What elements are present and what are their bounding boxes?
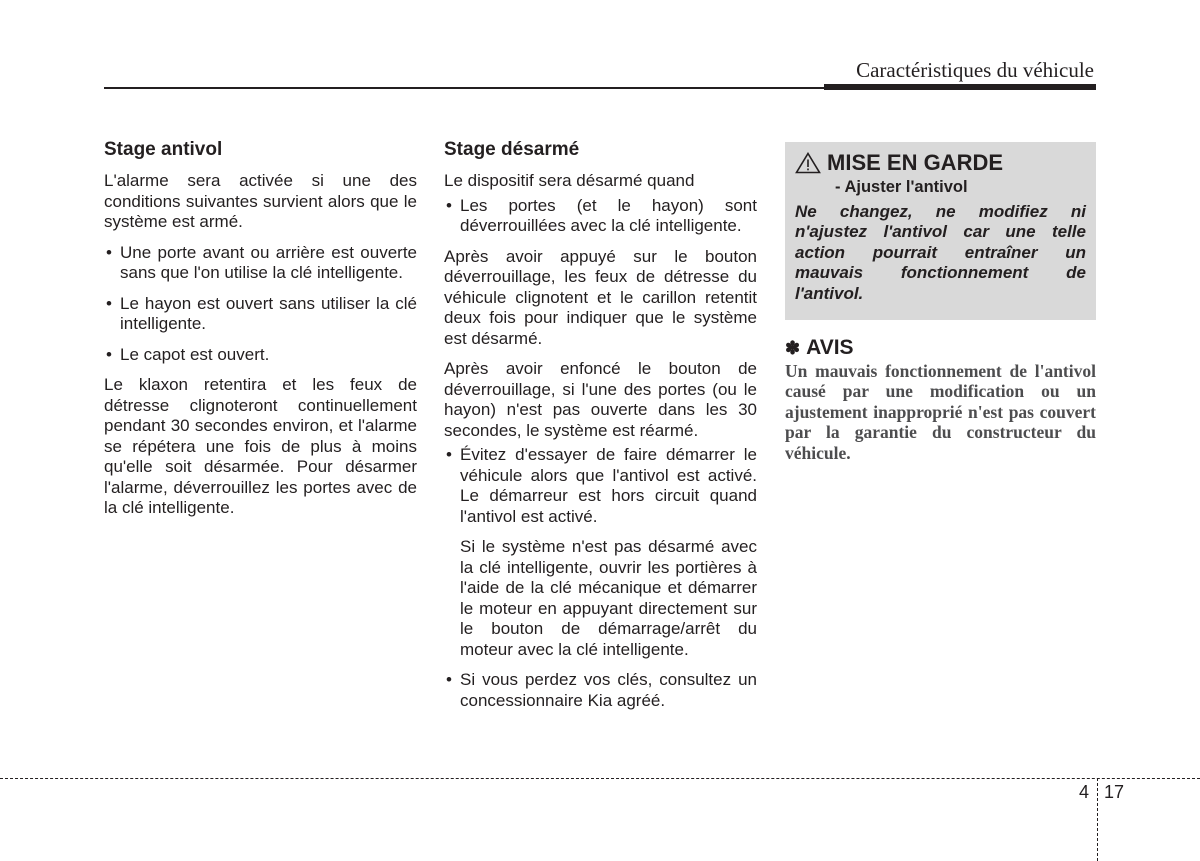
footer-dashed-rule (0, 778, 1200, 779)
list-item-text: Évitez d'essayer de faire démarrer le véhicule alors que l'antivol est activé. Le démarreur est hors circuit quand l'antivol est activé. (460, 445, 757, 526)
column-antitheft-stage (104, 138, 417, 529)
bullet-list (104, 243, 417, 366)
paragraph-rearm: Après avoir enfoncé le bouton de déverrouillage, si l'une des portes (ou le hayon) n'est pas ouverte dans les 30 secondes, le système est réarmé. (444, 359, 757, 440)
warning-triangle-icon (795, 152, 821, 174)
bullet-list (444, 445, 757, 711)
caution-title: MISE EN GARDE (827, 150, 1004, 175)
page-number: 17 (1104, 782, 1125, 802)
heading-stage-desarme: Stage désarmé (444, 139, 580, 160)
notice-title: AVIS (806, 336, 854, 359)
paragraph-unlock: Après avoir appuyé sur le bouton déverrouillage, les feux de détresse du véhicule clignotent et le carillon retentit deux fois pour indiquer que le système est désarmé. (444, 246, 757, 348)
caution-text: Ne changez, ne modifiez ni n'ajustez l'antivol car une telle action pourrait entraîner un mauvais fonctionnement de l'antivol. (795, 201, 1086, 303)
list-item: • Le capot est ouvert. (104, 345, 417, 366)
column-notes (785, 142, 1096, 463)
list-item: • Une porte avant ou arrière est ouverte sans que l'on utilise la clé intelligente. (104, 243, 417, 284)
list-item: • Les portes (et le hayon) sont déverrouillées avec la clé intelligente. (444, 196, 757, 237)
caution-box (785, 142, 1096, 320)
list-item: • Le hayon est ouvert sans utiliser la clé intelligente. (104, 294, 417, 335)
list-item: • Si vous perdez vos clés, consultez un concessionnaire Kia agréé. (444, 670, 757, 711)
column-disarmed-stage (444, 138, 757, 721)
chapter-number: 4 (1079, 782, 1090, 802)
notice-header (785, 338, 1096, 359)
heading-stage-antivol: Stage antivol (104, 139, 223, 160)
footer-dashed-divider (1097, 778, 1098, 861)
notice-text: Un mauvais fonctionnement de l'antivol causé par une modification ou un ajustement inapproprié n'est pas couvert par la garantie du constructeur du véhicule. (785, 360, 1096, 463)
caution-header (795, 150, 1086, 176)
header-tab-bar (824, 84, 1096, 90)
paragraph-outro: Le klaxon retentira et les feux de détresse clignoteront continuellement pendant 30 secondes environ, et l'alarme se répétera une fois de plus à moins qu'elle soit désarmée. Pour désarmer l'alarme, déverrouillez les portes avec de la clé intelligente. (104, 375, 417, 517)
star-icon: ✽ (785, 338, 801, 358)
bullet-list (444, 196, 757, 237)
paragraph-intro: Le dispositif sera désarmé quand (444, 171, 695, 190)
section-title: Caractéristiques du véhicule (856, 58, 1094, 82)
caution-subtitle: - Ajuster l'antivol (835, 178, 968, 196)
paragraph-intro: L'alarme sera activée si une des conditions suivantes survient alors que le système est armé. (104, 171, 417, 231)
list-item-subparagraph: Si le système n'est pas désarmé avec la clé intelligente, ouvrir les portières à l'aide de la clé mécanique et démarrer le moteur en appuyant directement sur le bouton de démarrage/arrêt du moteur avec la clé intelligente. (460, 537, 757, 659)
list-item (444, 445, 757, 660)
